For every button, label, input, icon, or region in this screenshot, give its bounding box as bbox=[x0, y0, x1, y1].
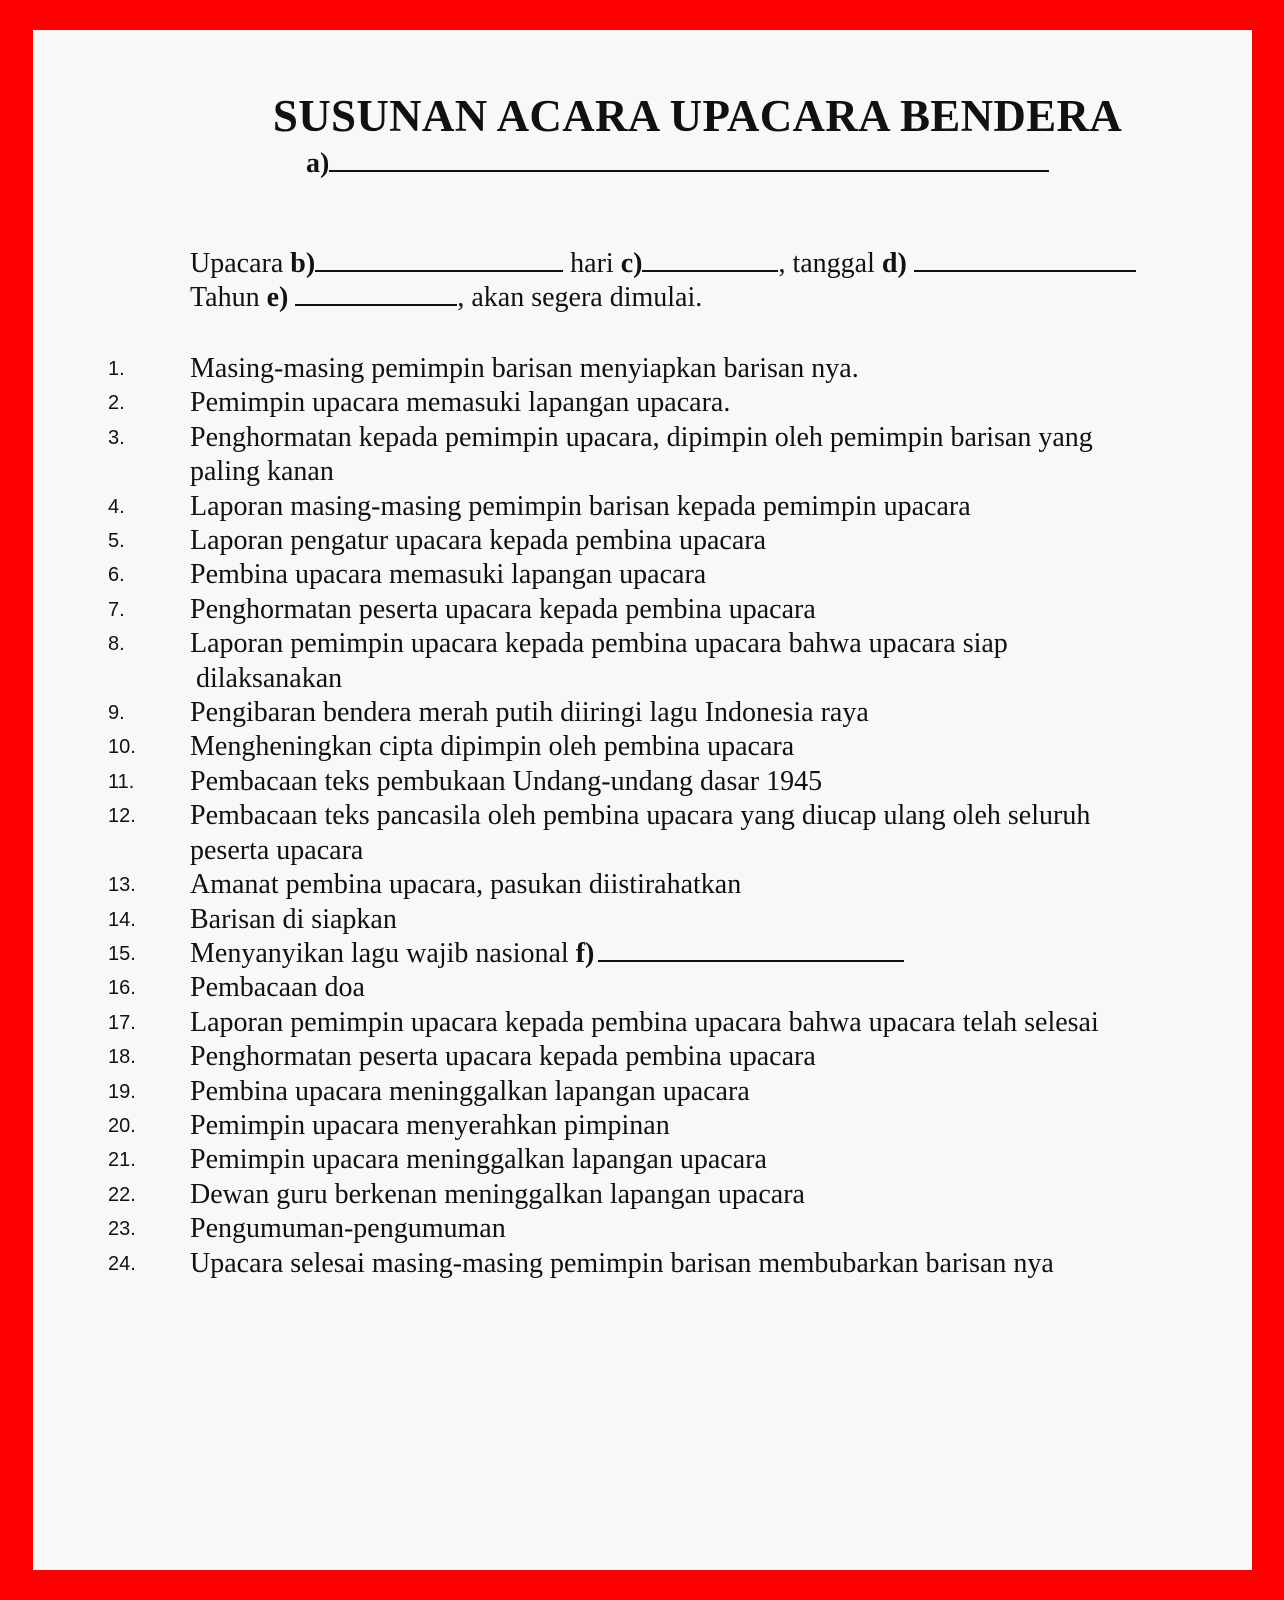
blank-field-f[interactable] bbox=[598, 960, 904, 962]
agenda-list bbox=[33, 352, 1252, 1281]
agenda-item-text: Pemimpin upacara memasuki lapangan upacara. bbox=[190, 387, 731, 419]
agenda-item-text-block bbox=[190, 696, 1180, 730]
agenda-item-text: Laporan pemimpin upacara kepada pembina upacara bahwa upacara siap bbox=[190, 628, 1008, 660]
blank-label-c: c) bbox=[620, 248, 643, 279]
agenda-item bbox=[33, 593, 1252, 627]
agenda-item-text-block bbox=[190, 627, 1180, 696]
agenda-item-number: 8. bbox=[108, 633, 125, 656]
agenda-item-text: Mengheningkan cipta dipimpin oleh pembina upacara bbox=[190, 731, 795, 763]
intro-hari-text: hari bbox=[570, 248, 614, 279]
agenda-item-continuation: peserta upacara bbox=[190, 834, 364, 866]
agenda-item bbox=[33, 421, 1252, 490]
agenda-item bbox=[33, 937, 1252, 971]
agenda-item-number: 7. bbox=[108, 598, 125, 621]
agenda-item-text-block bbox=[190, 1178, 1180, 1212]
agenda-item-continuation: dilaksanakan bbox=[196, 662, 343, 694]
agenda-item-number: 12. bbox=[108, 805, 136, 828]
agenda-item bbox=[33, 558, 1252, 592]
agenda-item-number: 11. bbox=[108, 770, 135, 793]
agenda-item-text: Barisan di siapkan bbox=[190, 903, 397, 935]
blank-field-a[interactable] bbox=[329, 170, 1049, 172]
agenda-item bbox=[33, 1006, 1252, 1040]
agenda-item bbox=[33, 730, 1252, 764]
agenda-item bbox=[33, 903, 1252, 937]
agenda-item bbox=[33, 868, 1252, 902]
agenda-item-number: 17. bbox=[108, 1011, 136, 1034]
agenda-item-text-block bbox=[190, 524, 1180, 558]
agenda-item-number: 4. bbox=[108, 495, 125, 518]
agenda-item-text: Pembina upacara meninggalkan lapangan upacara bbox=[190, 1075, 750, 1107]
blank-field-b[interactable] bbox=[315, 270, 563, 272]
blank-label-d: d) bbox=[881, 248, 907, 279]
agenda-item-text-block bbox=[190, 1075, 1180, 1109]
agenda-item-text: Amanat pembina upacara, pasukan diistirahatkan bbox=[190, 869, 742, 901]
agenda-item-continuation: paling kanan bbox=[190, 456, 334, 488]
agenda-item-text: Dewan guru berkenan meninggalkan lapangan upacara bbox=[190, 1178, 805, 1210]
agenda-item bbox=[33, 1143, 1252, 1177]
agenda-item-text: Pemimpin upacara menyerahkan pimpinan bbox=[190, 1109, 670, 1141]
agenda-item-text: Pembina upacara memasuki lapangan upacara bbox=[190, 559, 707, 591]
agenda-item-text-block bbox=[190, 765, 1180, 799]
agenda-item-text-block bbox=[190, 1212, 1180, 1246]
blank-label-e: e) bbox=[266, 282, 289, 313]
agenda-item bbox=[33, 1109, 1252, 1143]
agenda-item-text: Laporan masing-masing pemimpin barisan kepada pemimpin upacara bbox=[190, 490, 971, 522]
agenda-item-number: 23. bbox=[108, 1218, 136, 1241]
agenda-item-text: Pemimpin upacara meninggalkan lapangan upacara bbox=[190, 1144, 767, 1176]
agenda-item bbox=[33, 352, 1252, 386]
agenda-item-number: 19. bbox=[108, 1080, 136, 1103]
agenda-item-text: Penghormatan peserta upacara kepada pembina upacara bbox=[190, 1041, 816, 1073]
agenda-item-text-block bbox=[190, 1040, 1180, 1074]
agenda-item bbox=[33, 799, 1252, 868]
agenda-item-text: Menyanyikan lagu wajib nasional bbox=[190, 937, 569, 969]
agenda-item-text-block bbox=[190, 937, 1180, 971]
blank-label-f: f) bbox=[575, 937, 595, 969]
agenda-item-text: Pembacaan teks pembukaan Undang-undang dasar 1945 bbox=[190, 765, 823, 797]
intro-akan-text: , akan segera dimulai. bbox=[457, 282, 703, 313]
agenda-item bbox=[33, 1040, 1252, 1074]
agenda-item-text: Laporan pengatur upacara kepada pembina upacara bbox=[190, 525, 767, 557]
agenda-item-number: 15. bbox=[108, 942, 136, 965]
intro-tanggal-text: , tanggal bbox=[778, 248, 875, 279]
intro-line-1 bbox=[190, 248, 1136, 280]
blank-field-d[interactable] bbox=[914, 270, 1136, 272]
blank-field-c[interactable] bbox=[642, 270, 778, 272]
agenda-item-text: Pengibaran bendera merah putih diiringi lagu Indonesia raya bbox=[190, 697, 869, 729]
agenda-item-text: Pengumuman-pengumuman bbox=[190, 1213, 506, 1245]
agenda-item-number: 22. bbox=[108, 1183, 136, 1206]
agenda-item-number: 5. bbox=[108, 530, 125, 553]
worksheet-page bbox=[33, 30, 1252, 1570]
agenda-item-number: 20. bbox=[108, 1114, 136, 1137]
agenda-item-text-block bbox=[190, 971, 1180, 1005]
agenda-item-text: Masing-masing pemimpin barisan menyiapkan barisan nya. bbox=[190, 353, 859, 384]
blank-label-b: b) bbox=[290, 248, 316, 279]
agenda-item-text-block bbox=[190, 1143, 1180, 1177]
agenda-item-number: 3. bbox=[108, 426, 125, 449]
agenda-item-number: 14. bbox=[108, 908, 136, 931]
agenda-item-text-block bbox=[190, 558, 1180, 592]
agenda-item bbox=[33, 971, 1252, 1005]
agenda-item bbox=[33, 1178, 1252, 1212]
agenda-item bbox=[33, 386, 1252, 420]
agenda-item-text-block bbox=[190, 1109, 1180, 1143]
agenda-item-text: Laporan pemimpin upacara kepada pembina upacara bahwa upacara telah selesai bbox=[190, 1006, 1099, 1038]
intro-tahun-text: Tahun bbox=[190, 282, 260, 313]
agenda-item-number: 24. bbox=[108, 1252, 136, 1275]
agenda-item-text: Upacara selesai masing-masing pemimpin barisan membubarkan barisan nya bbox=[190, 1247, 1054, 1279]
agenda-item-text-block bbox=[190, 352, 1180, 386]
agenda-item-text-block bbox=[190, 421, 1180, 490]
agenda-item bbox=[33, 1212, 1252, 1246]
agenda-item-text-block bbox=[190, 386, 1180, 420]
agenda-item-number: 6. bbox=[108, 564, 125, 587]
intro-upacara-text: Upacara bbox=[190, 248, 284, 279]
intro-line-2 bbox=[190, 282, 702, 314]
agenda-item bbox=[33, 490, 1252, 524]
agenda-item-number: 10. bbox=[108, 736, 136, 759]
agenda-item-text-block bbox=[190, 1006, 1180, 1040]
blank-label-a: a) bbox=[306, 148, 330, 179]
agenda-item bbox=[33, 1247, 1252, 1281]
agenda-item-number: 16. bbox=[108, 977, 136, 1000]
agenda-item-text: Penghormatan peserta upacara kepada pembina upacara bbox=[190, 593, 816, 625]
agenda-item-number: 21. bbox=[108, 1149, 136, 1172]
agenda-item bbox=[33, 1075, 1252, 1109]
agenda-item-text: Penghormatan kepada pemimpin upacara, dipimpin oleh pemimpin barisan yang bbox=[190, 421, 1093, 453]
blank-line-a bbox=[306, 148, 1049, 180]
agenda-item-text: Pembacaan teks pancasila oleh pembina upacara yang diucap ulang oleh seluruh bbox=[190, 800, 1091, 832]
agenda-item-number: 18. bbox=[108, 1046, 136, 1069]
page-title: SUSUNAN ACARA UPACARA BENDERA bbox=[272, 91, 1123, 141]
agenda-item-text-block bbox=[190, 799, 1180, 868]
agenda-item-number: 9. bbox=[108, 702, 125, 725]
agenda-item bbox=[33, 524, 1252, 558]
agenda-item-number: 2. bbox=[108, 392, 125, 415]
agenda-item-text-block bbox=[190, 593, 1180, 627]
agenda-item bbox=[33, 696, 1252, 730]
agenda-item-number: 13. bbox=[108, 874, 136, 897]
blank-field-e[interactable] bbox=[295, 304, 457, 306]
agenda-item-text-block bbox=[190, 903, 1180, 937]
agenda-item-text-block bbox=[190, 868, 1180, 902]
agenda-item-number: 1. bbox=[108, 358, 125, 380]
agenda-item-text: Pembacaan doa bbox=[190, 972, 365, 1004]
agenda-item bbox=[33, 765, 1252, 799]
agenda-item-text-block bbox=[190, 490, 1180, 524]
agenda-item bbox=[33, 627, 1252, 696]
agenda-item-text-block bbox=[190, 1247, 1180, 1281]
agenda-item-text-block bbox=[190, 730, 1180, 764]
